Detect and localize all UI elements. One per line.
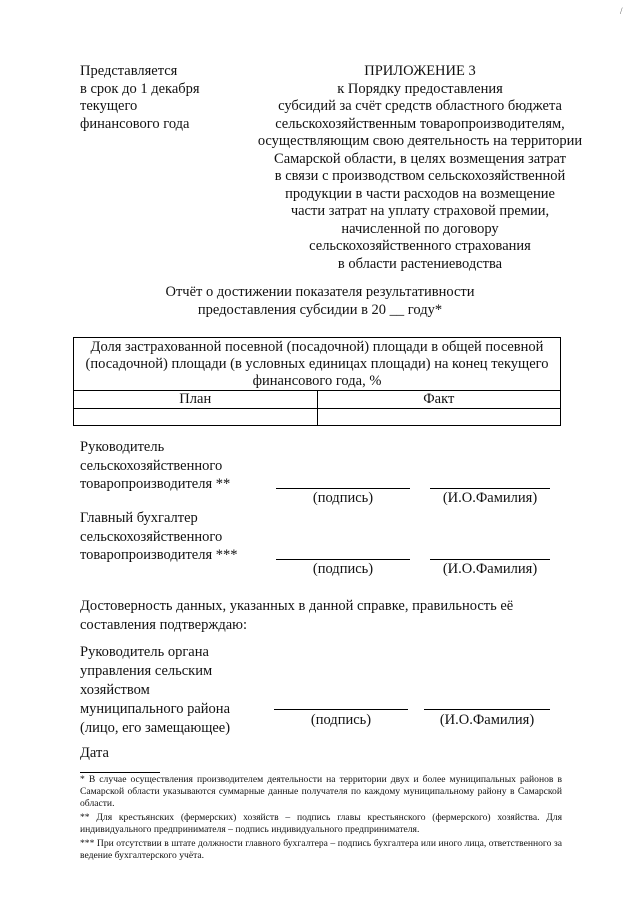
signer-label-line: товаропроизводителя ***: [80, 547, 238, 563]
appendix-line: Самарской области, в целях возмещения затрат: [274, 150, 566, 167]
signer-label-line: Главный бухгалтер: [80, 510, 198, 526]
head-name-line[interactable]: [430, 488, 550, 489]
submission-note: [80, 63, 200, 133]
appendix-line: сельскохозяйственным товаропроизводителям,: [275, 115, 565, 132]
appendix-block: [230, 63, 610, 273]
report-title: [120, 284, 520, 319]
accountant-name-line[interactable]: [430, 559, 550, 560]
appendix-line: в связи с производством сельскохозяйственной: [274, 168, 566, 184]
appendix-title: ПРИЛОЖЕНИЕ 3: [364, 63, 476, 79]
authority-signer-label: [80, 643, 230, 738]
head-signer-label: [80, 438, 230, 494]
submission-note-line: текущего: [80, 98, 138, 114]
report-title-line: Отчёт о достижении показателя результативности: [165, 284, 475, 300]
accountant-signature-line[interactable]: [276, 559, 410, 560]
appendix-line: продукции в части расходов на возмещение: [285, 185, 555, 202]
footnote-1: * В случае осуществления производителем деятельности на территории двух и более муниципальных районов в Самарской области указываются суммарные данные получателя по каждому муниципальному району в Самарской области.: [80, 774, 562, 810]
confirmation-line: составления подтверждаю:: [80, 617, 248, 633]
signer-label-line: сельскохозяйственного: [80, 528, 223, 545]
confirmation-text: [80, 597, 513, 635]
head-signature-line[interactable]: [276, 488, 410, 489]
appendix-line: осуществляющим свою деятельность на территории: [257, 133, 583, 149]
appendix-line: субсидий за счёт средств областного бюджета: [278, 98, 562, 114]
confirmation-line: Достоверность данных, указанных в данной справке, правильность её: [80, 598, 514, 614]
scan-artifact: /: [620, 6, 623, 16]
authority-name-caption: (И.О.Фамилия): [439, 712, 535, 728]
authority-label-line: управления сельским: [80, 663, 213, 679]
authority-name-line[interactable]: [424, 709, 550, 710]
signer-label-line: сельскохозяйственного: [80, 457, 223, 474]
report-title-line: предоставления субсидии в 20 __ году*: [197, 301, 443, 318]
authority-label-line: муниципального района: [80, 701, 230, 717]
authority-label-line: Руководитель органа: [80, 644, 209, 660]
plan-value-cell[interactable]: [74, 409, 318, 426]
footnote-3: *** При отсутствии в штате должности главного бухгалтера – подпись бухгалтера или иного лица, ответственного за ведение бухгалтерского учёта.: [80, 838, 562, 862]
appendix-line: сельскохозяйственного страхования: [309, 238, 531, 254]
appendix-line: части затрат на уплату страховой премии,: [290, 203, 550, 219]
appendix-line: к Порядку предоставления: [337, 80, 503, 97]
appendix-line: в области растениеводства: [337, 255, 503, 272]
head-signature-caption: (подпись): [312, 490, 374, 506]
submission-note-line: Представляется: [80, 63, 178, 79]
accountant-name-caption: (И.О.Фамилия): [442, 561, 538, 577]
authority-signature-line[interactable]: [274, 709, 408, 710]
signer-label-line: товаропроизводителя **: [80, 476, 231, 492]
authority-label-line: хозяйством: [80, 682, 150, 698]
authority-signature-caption: (подпись): [310, 712, 372, 728]
accountant-signer-label: [80, 509, 238, 565]
signer-label-line: Руководитель: [80, 439, 165, 455]
authority-label-line: (лицо, его замещающее): [80, 720, 231, 736]
indicator-header: Доля застрахованной посевной (посадочной) площади в общей посевной (посадочной) площади (в условных единицах площади) на конец текущего финансового года, %: [74, 338, 561, 391]
submission-note-line: в срок до 1 декабря: [80, 80, 200, 97]
fact-value-cell[interactable]: [317, 409, 561, 426]
date-label: Дата: [80, 745, 109, 761]
appendix-line: начисленной по договору: [341, 220, 499, 237]
plan-column-header: План: [74, 391, 318, 409]
submission-note-line: финансового года: [80, 115, 190, 132]
footnote-2: ** Для крестьянских (фермерских) хозяйств – подпись главы крестьянского (фермерского) хозяйства. Для индивидуального предпринимателя – подпись индивидуального предпринимателя.: [80, 812, 562, 836]
head-name-caption: (И.О.Фамилия): [442, 490, 538, 506]
footnote-divider: [80, 772, 160, 773]
indicator-table: [73, 337, 561, 426]
accountant-signature-caption: (подпись): [312, 561, 374, 577]
fact-column-header: Факт: [317, 391, 561, 409]
